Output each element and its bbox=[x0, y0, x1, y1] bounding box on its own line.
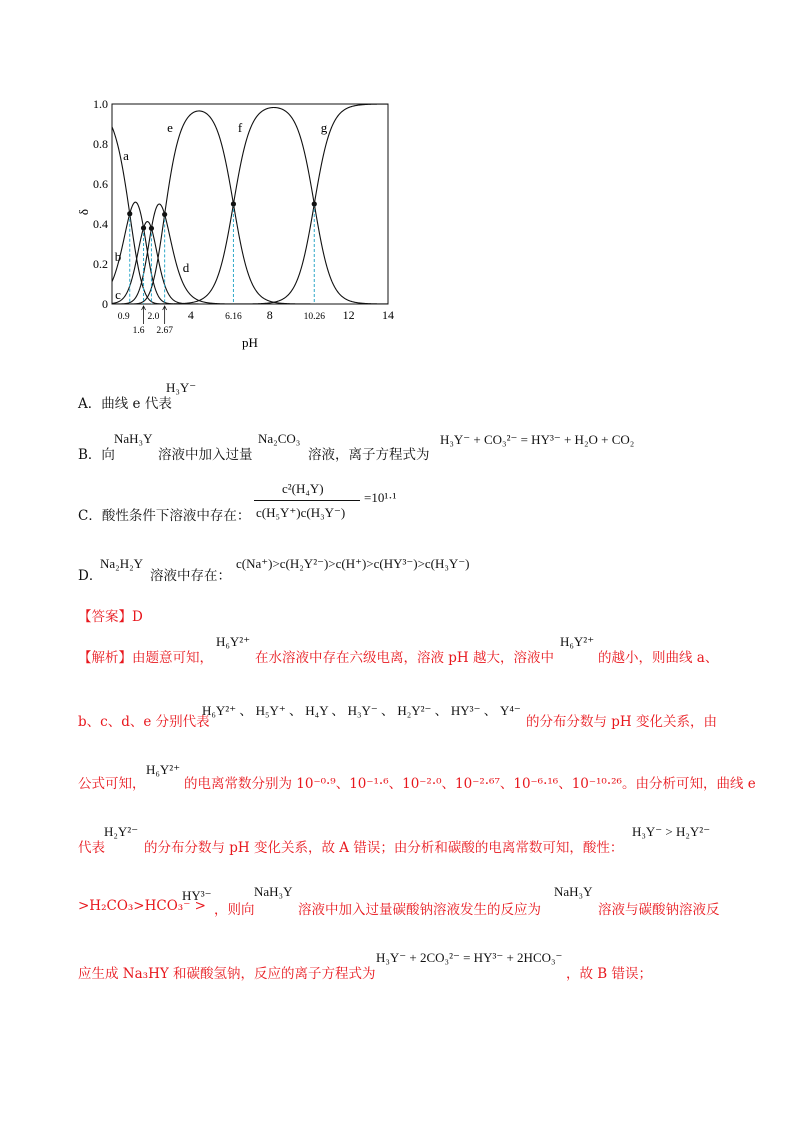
species-1: H₆Y²⁺ bbox=[202, 703, 237, 718]
species-6: HY³⁻ bbox=[450, 703, 481, 718]
option-d-label: D． bbox=[78, 568, 103, 584]
analysis-p6a: 应生成 Na₃HY 和碳酸氢钠，反应的离子方程式为 bbox=[78, 966, 376, 982]
analysis-head: 【解析】 bbox=[78, 650, 132, 666]
pka-dot-2 bbox=[141, 225, 146, 230]
option-a-formula: H₃Y⁻ bbox=[166, 380, 197, 395]
analysis-p5b: ，则向 bbox=[214, 902, 255, 918]
analysis-p3a: 公式可知， bbox=[78, 776, 146, 792]
option-b-equation: H₃Y⁻ + CO₃²⁻ = HY³⁻ + H₂O + CO₂ bbox=[440, 432, 635, 447]
plot-frame bbox=[112, 104, 388, 304]
species-7: Y⁴⁻ bbox=[499, 703, 521, 718]
analysis-p3b: 的电离常数分别为 10⁻⁰·⁹、10⁻¹·⁶、10⁻²·⁰、10⁻²·⁶⁷、10⁻⁶·¹⁶、10⁻¹⁰·²⁶。由分析可知，曲线 e bbox=[184, 776, 756, 792]
analysis-p4a: 代表 bbox=[78, 840, 105, 856]
distribution-chart bbox=[76, 88, 410, 358]
pka-label-6: 10.26 bbox=[303, 312, 325, 322]
option-b-label: B．向 bbox=[78, 447, 115, 463]
species-curve-3 bbox=[112, 222, 388, 304]
curve-label-d: d bbox=[182, 260, 190, 275]
option-b-reagent1: NaH₃Y bbox=[114, 431, 153, 446]
x-tick-0: 4 bbox=[187, 308, 194, 322]
species-sep-4: 、 bbox=[381, 703, 395, 718]
y-tick-3: 0.6 bbox=[93, 177, 108, 191]
analysis-formula-6: HY³⁻ bbox=[182, 888, 212, 903]
species-sep-1: 、 bbox=[239, 703, 253, 718]
species-curve-5 bbox=[112, 111, 388, 304]
y-tick-1: 0.2 bbox=[93, 257, 108, 271]
option-d-reagent: Na₂H₂Y bbox=[100, 556, 143, 571]
curve-labels bbox=[115, 120, 328, 302]
pka-dot-4 bbox=[162, 212, 167, 217]
analysis-p1c: 的越小，则曲线 a、 bbox=[598, 650, 719, 666]
option-b-reagent2: Na₂CO₃ bbox=[258, 431, 301, 446]
species-sep-5: 、 bbox=[434, 703, 448, 718]
y-axis-label: δ bbox=[76, 208, 91, 216]
analysis-p5c: 溶液中加入过量碳酸钠溶液发生的反应为 bbox=[298, 902, 541, 918]
y-tick-2: 0.4 bbox=[93, 217, 108, 231]
analysis-formula-8: NaH₃Y bbox=[554, 884, 593, 899]
option-c-numerator: c²(H₄Y) bbox=[282, 481, 324, 496]
curve-label-b: b bbox=[114, 249, 122, 264]
analysis-p5a: >H₂CO₃>HCO₃⁻ > bbox=[78, 898, 206, 914]
analysis-p2b: 的分布分数与 pH 变化关系，由 bbox=[526, 714, 717, 730]
curve-group bbox=[112, 104, 388, 304]
fraction-bar bbox=[254, 500, 360, 501]
species-sep-6: 、 bbox=[483, 703, 497, 718]
y-tick-labels bbox=[93, 97, 108, 311]
analysis-formula-1: H₆Y²⁺ bbox=[216, 634, 251, 649]
answer-line: 【答案】D bbox=[78, 609, 143, 625]
species-4: H₃Y⁻ bbox=[347, 703, 378, 718]
x-tick-1: 8 bbox=[266, 308, 273, 322]
analysis-formula-3: H₆Y²⁺ bbox=[146, 762, 181, 777]
analysis-formula-2: H₆Y²⁺ bbox=[560, 634, 595, 649]
x-tick-labels bbox=[188, 308, 394, 322]
pka-dot-1 bbox=[127, 211, 132, 216]
curve-label-f: f bbox=[237, 120, 243, 135]
analysis-p1b: 在水溶液中存在六级电离，溶液 pH 越大，溶液中 bbox=[255, 650, 554, 666]
species-3: H₄Y bbox=[305, 703, 329, 718]
option-d-mid: 溶液中存在： bbox=[150, 568, 231, 584]
option-b-mid: 溶液中加入过量 bbox=[158, 447, 253, 463]
pka-dot-3 bbox=[149, 226, 154, 231]
y-tick-5: 1.0 bbox=[93, 97, 108, 111]
pka-label-5: 6.16 bbox=[225, 312, 242, 322]
pka-label-3: 2.0 bbox=[147, 312, 160, 322]
pka-label-4: 2.67 bbox=[156, 326, 173, 336]
species-sep-2: 、 bbox=[289, 703, 303, 718]
species-curve-6 bbox=[112, 108, 388, 305]
curve-label-c: c bbox=[115, 287, 121, 302]
analysis-formula-5: H₃Y⁻ > H₂Y²⁻ bbox=[632, 824, 711, 839]
x-tick-3: 14 bbox=[382, 308, 394, 322]
pka-dot-6 bbox=[312, 201, 317, 206]
analysis-p1a: 由题意可知， bbox=[132, 650, 213, 666]
pka-labels bbox=[118, 306, 325, 336]
pka-arrow-1 bbox=[142, 306, 146, 324]
curve-label-e: e bbox=[167, 120, 173, 135]
analysis-line-1 bbox=[78, 646, 213, 666]
analysis-p6b: ，故 B 错误； bbox=[566, 966, 653, 982]
x-tick-2: 12 bbox=[342, 308, 355, 322]
y-tick-0: 0 bbox=[102, 297, 108, 311]
species-sep-3: 、 bbox=[331, 703, 345, 718]
option-b-mid2: 溶液，离子方程式为 bbox=[308, 447, 430, 463]
pka-dot-5 bbox=[231, 201, 236, 206]
x-axis-label: pH bbox=[242, 335, 258, 350]
option-a bbox=[78, 392, 172, 412]
species-curve-7 bbox=[112, 104, 388, 304]
species-5: H₂Y²⁻ bbox=[397, 703, 432, 718]
analysis-formula-4: H₂Y²⁻ bbox=[104, 824, 139, 839]
curve-label-a: a bbox=[123, 148, 129, 163]
pka-dot-group bbox=[127, 201, 317, 231]
analysis-formula-9: H₃Y⁻ + 2CO₃²⁻ = HY³⁻ + 2HCO₃⁻ bbox=[376, 950, 563, 965]
option-c-denominator: c(H₅Y⁺)c(H₃Y⁻) bbox=[256, 505, 346, 520]
analysis-p4b: 的分布分数与 pH 变化关系，故 A 错误；由分析和碳酸的电离常数可知，酸性： bbox=[144, 840, 624, 856]
pka-label-2: 1.6 bbox=[132, 326, 145, 336]
option-c-label: C．酸性条件下溶液中存在： bbox=[78, 508, 251, 524]
analysis-p2a: b、c、d、e 分别代表 bbox=[78, 714, 210, 730]
species-curve-4 bbox=[112, 204, 388, 304]
pka-label-1: 0.9 bbox=[117, 312, 130, 322]
option-c-rhs: =10¹·¹ bbox=[364, 490, 397, 505]
analysis-species-list bbox=[202, 700, 521, 719]
y-tick-4: 0.8 bbox=[93, 137, 108, 151]
analysis-p5d: 溶液与碳酸钠溶液反 bbox=[598, 902, 720, 918]
pka-arrow-2 bbox=[163, 306, 167, 324]
analysis-formula-7: NaH₃Y bbox=[254, 884, 293, 899]
curve-label-g: g bbox=[320, 120, 328, 135]
option-a-label: A．曲线 e 代表 bbox=[78, 396, 172, 412]
species-2: H₅Y⁺ bbox=[255, 703, 286, 718]
option-d-inequality: c(Na⁺)>c(H₂Y²⁻)>c(H⁺)>c(HY³⁻)>c(H₃Y⁻) bbox=[236, 556, 470, 571]
